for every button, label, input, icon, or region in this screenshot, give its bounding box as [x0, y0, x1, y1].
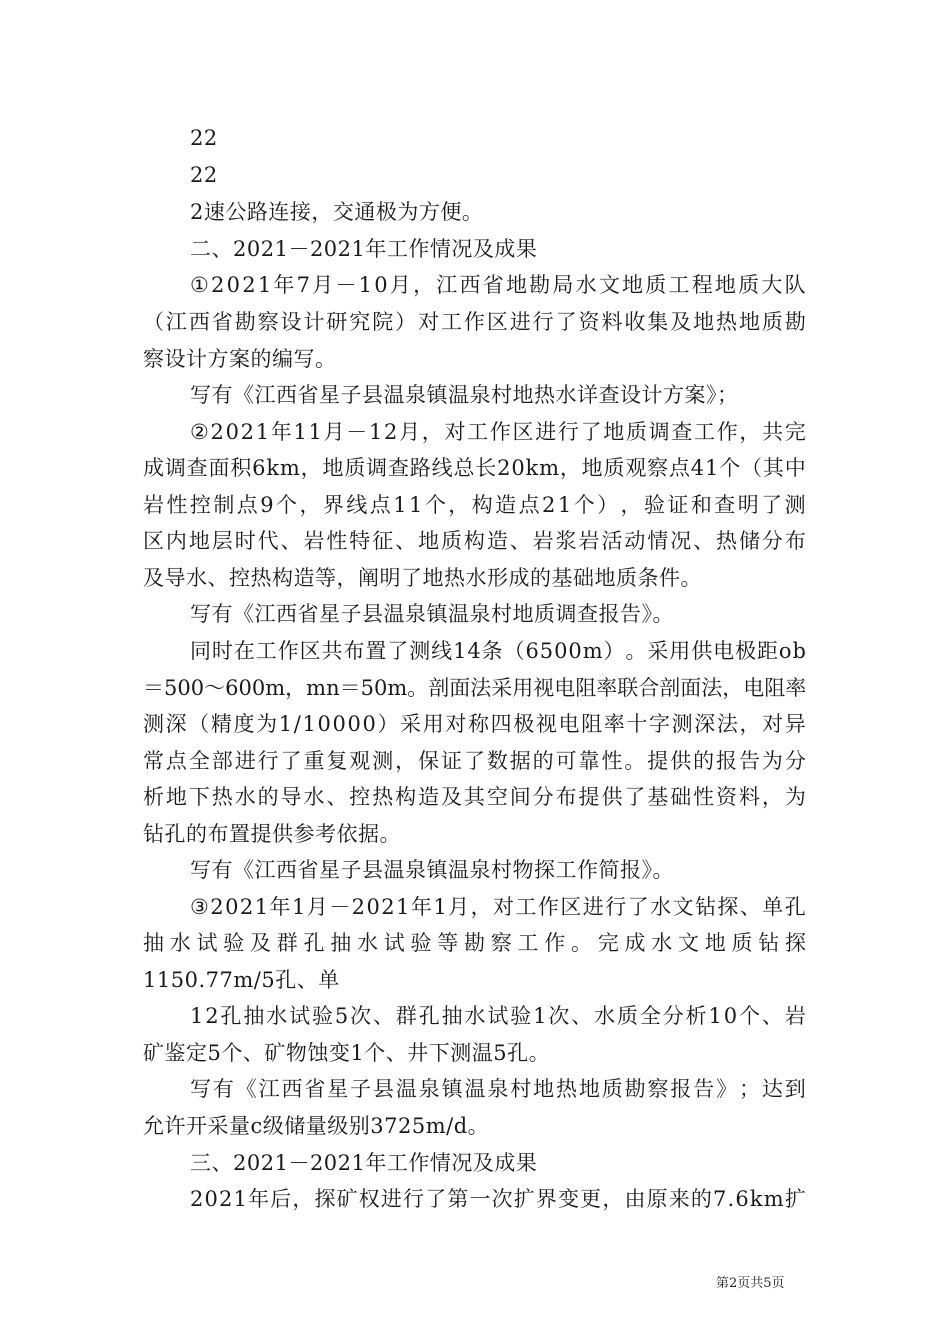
text-line: 写有《江西省星子县温泉镇温泉村物探工作简报》。	[190, 858, 674, 882]
text-line: 及导水、控热构造等，阐明了地热水形成的基础地质条件。	[143, 566, 702, 590]
text-line: 钻孔的布置提供参考依据。	[143, 822, 401, 846]
text-line: 写有《江西省星子县温泉镇温泉村地质调查报告》。	[190, 602, 674, 626]
text-line: 矿鉴定5个、矿物蚀变1个、井下测温5孔。	[143, 1041, 551, 1065]
text-line: 写有《江西省星子县温泉镇温泉村地热水详查设计方案》；	[190, 383, 739, 407]
text-line: 2速公路连接，交通极为方便。	[190, 200, 484, 224]
text-line: 察设计方案的编写。	[143, 347, 337, 371]
text-line: 1 2 孔 抽 水 试 验 5 次 、 群 孔 抽 水 试 验 1 次 、 水 质 全 分 析 1 0 个 、 岩	[190, 1004, 806, 1028]
text-line: 岩 性 控 制 点 9 个 ， 界 线 点 1 1 个 ， 构 造 点 2 1 个 ） ， 验 证 和 查 明 了 测	[143, 493, 806, 517]
text-line: 1150.77m/5孔、单	[143, 968, 340, 992]
text-line: 22	[190, 163, 218, 187]
text-line: 抽 水 试 验 及 群 孔 抽 水 试 验 等 勘 察 工 作 。 完 成 水 文 地 质 钻 探	[143, 931, 806, 955]
section-heading: 二、2021－2021年工作情况及成果	[190, 237, 538, 261]
page-number: 第2页共5页	[716, 1276, 785, 1291]
text-line: ③ 2 0 2 1 年 1 月 － 2 0 2 1 年 1 月 ， 对 工 作 区 进 行 了 水 文 钻 探 、 单 孔	[190, 895, 806, 919]
text-line: 成 调 查 面 积 6 k m ， 地 质 调 查 路 线 总 长 2 0 k m ， 地 质 观 察 点 4 1 个 （ 其 中	[143, 456, 806, 480]
text-line: 测 深 （ 精 度 为 1 / 1 0 0 0 0 ） 采 用 对 称 四 极 视 电 阻 率 十 字 测 深 法 ， 对 异	[143, 712, 806, 736]
text-line: （ 江 西 省 勘 察 设 计 研 究 院 ） 对 工 作 区 进 行 了 资 料 收 集 及 地 热 地 质 勘	[143, 310, 806, 334]
text-line: ② 2 0 2 1 年 1 1 月 － 1 2 月 ， 对 工 作 区 进 行 了 地 质 调 查 工 作 ， 共 完	[190, 420, 806, 444]
section-heading: 三、2021－2021年工作情况及成果	[190, 1151, 538, 1175]
text-line: 写 有 《 江 西 省 星 子 县 温 泉 镇 温 泉 村 地 热 地 质 勘 察 报 告 》 ； 达 到	[190, 1077, 806, 1101]
text-line: 允许开采量c级储量级别3725m/d。	[143, 1114, 490, 1138]
text-line: ＝ 5 0 0 ～ 6 0 0 m ， m n ＝ 5 0 m 。 剖 面 法 采 用 视 电 阻 率 联 合 剖 面 法 ， 电 阻 率	[143, 676, 807, 700]
text-line: ① 2 0 2 1 年 7 月 － 1 0 月 ， 江 西 省 地 勘 局 水 文 地 质 工 程 地 质 大 队	[190, 273, 806, 297]
text-line: 2 0 2 1 年 后 ， 探 矿 权 进 行 了 第 一 次 扩 界 变 更 ， 由 原 来 的 7 . 6 k m 扩	[190, 1187, 806, 1211]
text-line: 22	[190, 126, 218, 150]
text-line: 常 点 全 部 进 行 了 重 复 观 测 ， 保 证 了 数 据 的 可 靠 性 。 提 供 的 报 告 为 分	[143, 749, 806, 773]
text-line: 析 地 下 热 水 的 导 水 、 控 热 构 造 及 其 空 间 分 布 提 供 了 基 础 性 资 料 ， 为	[143, 785, 806, 809]
text-line: 同 时 在 工 作 区 共 布 置 了 测 线 1 4 条 （ 6 5 0 0 m ） 。 采 用 供 电 极 距 o b	[190, 639, 806, 663]
text-line: 区 内 地 层 时 代 、 岩 性 特 征 、 地 质 构 造 、 岩 浆 岩 活 动 情 况 、 热 储 分 布	[143, 529, 806, 553]
